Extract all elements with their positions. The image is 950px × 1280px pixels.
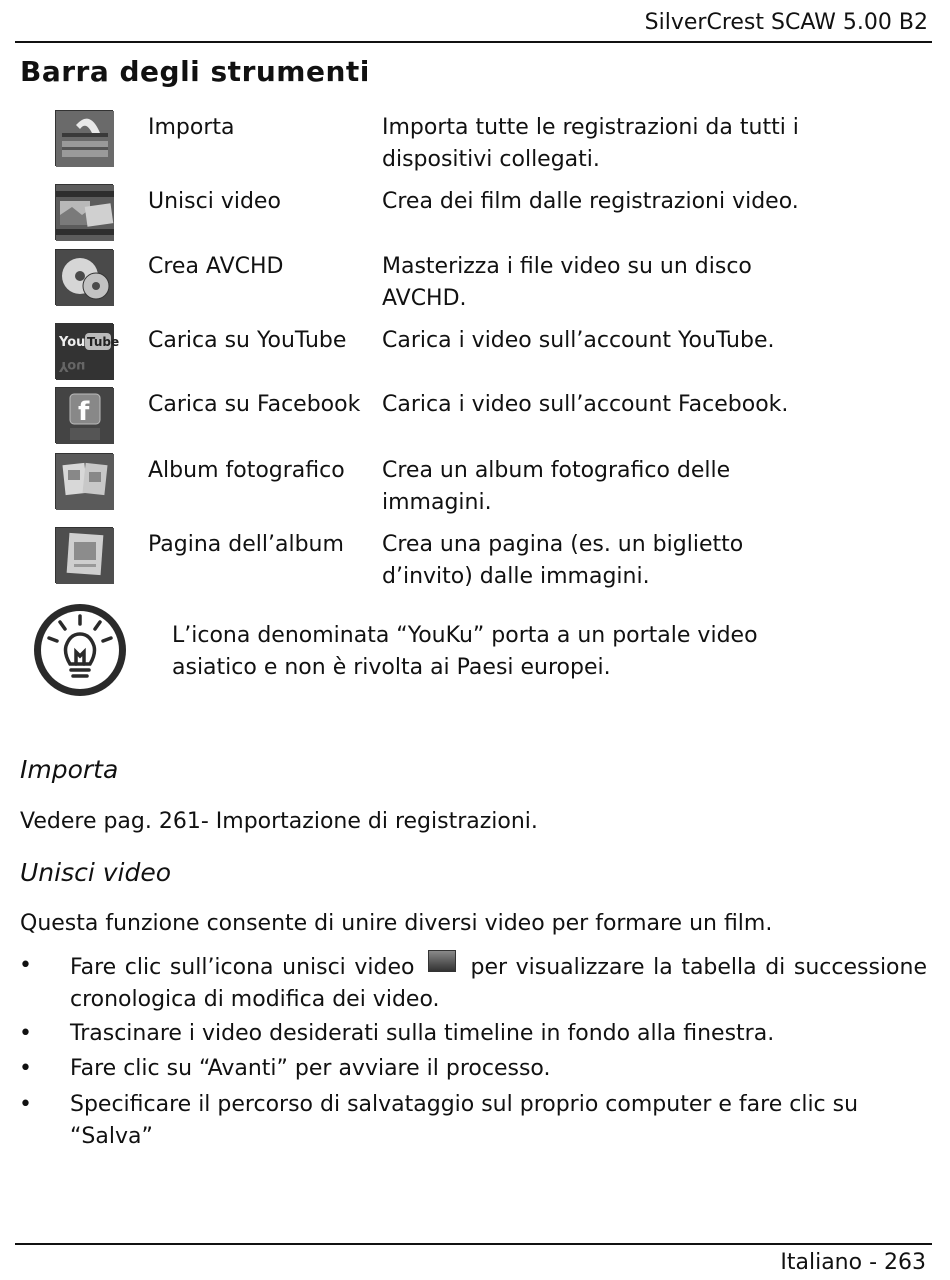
document-header: SilverCrest SCAW 5.00 B2 bbox=[644, 10, 928, 35]
bullet-item: Fare clic su “Avanti” per avviare il processo. bbox=[70, 1056, 551, 1081]
tool-name: Carica su YouTube bbox=[148, 328, 347, 353]
header-divider bbox=[15, 41, 932, 43]
tool-name: Album fotografico bbox=[148, 458, 345, 483]
section-title: Barra degli strumenti bbox=[20, 55, 370, 88]
import-heading: Importa bbox=[20, 755, 119, 784]
disc-icon bbox=[55, 249, 113, 305]
bullet-marker: • bbox=[19, 1092, 32, 1117]
tool-description: Crea un album fotografico delle immagini. bbox=[382, 458, 731, 515]
bullet-item: Trascinare i video desiderati sulla timeline in fondo alla finestra. bbox=[70, 1021, 775, 1046]
bullet-text-part: Fare clic sull’icona unisci video bbox=[70, 955, 415, 980]
svg-text:f: f bbox=[78, 397, 90, 427]
tool-description: Crea dei film dalle registrazioni video. bbox=[382, 189, 799, 214]
tool-description: Importa tutte le registrazioni da tutti i dispositivi collegati. bbox=[382, 115, 799, 172]
svg-text:Tube: Tube bbox=[87, 335, 120, 349]
tool-description: Masterizza i file video su un disco AVCHD. bbox=[382, 254, 752, 311]
footer-divider bbox=[15, 1243, 932, 1245]
bullet-item: Specificare il percorso di salvataggio sul proprio computer e fare clic su “Salva” bbox=[70, 1092, 859, 1149]
tool-description: Crea una pagina (es. un biglietto d’invito) dalle immagini. bbox=[382, 532, 744, 589]
bullet-marker: • bbox=[19, 953, 32, 978]
album-page-icon bbox=[55, 527, 113, 583]
merge-heading: Unisci video bbox=[20, 858, 172, 887]
merge-video-icon bbox=[428, 950, 456, 972]
facebook-icon bbox=[55, 387, 113, 443]
tool-name: Crea AVCHD bbox=[148, 254, 284, 279]
import-paragraph: Vedere pag. 261- Importazione di registrazioni. bbox=[20, 809, 538, 834]
lightbulb-icon bbox=[30, 600, 130, 700]
tool-name: Importa bbox=[148, 115, 235, 140]
tool-name: Unisci video bbox=[148, 189, 281, 214]
tip-text: L’icona denominata “YouKu” porta a un portale video asiatico e non è rivolta ai Paesi europei. bbox=[172, 623, 758, 680]
page-number: Italiano - 263 bbox=[780, 1250, 926, 1275]
tool-description: Carica i video sull’account YouTube. bbox=[382, 328, 775, 353]
tool-name: Pagina dell’album bbox=[148, 532, 344, 557]
merge-intro: Questa funzione consente di unire diversi video per formare un film. bbox=[20, 911, 773, 936]
tool-description: Carica i video sull’account Facebook. bbox=[382, 392, 789, 417]
photo-album-icon bbox=[55, 453, 113, 509]
tool-name: Carica su Facebook bbox=[148, 392, 361, 417]
bullet-text-part: per visualizzare la tabella di successione cronologica di modifica dei video. bbox=[70, 955, 927, 1012]
svg-text:You: You bbox=[59, 358, 86, 373]
svg-text:You: You bbox=[59, 335, 86, 350]
bullet-marker: • bbox=[19, 1056, 32, 1081]
import-icon bbox=[55, 110, 113, 166]
youtube-icon bbox=[55, 323, 120, 379]
bullet-marker: • bbox=[19, 1021, 32, 1046]
bullet-item bbox=[70, 950, 927, 1016]
merge-video-icon bbox=[55, 184, 113, 240]
